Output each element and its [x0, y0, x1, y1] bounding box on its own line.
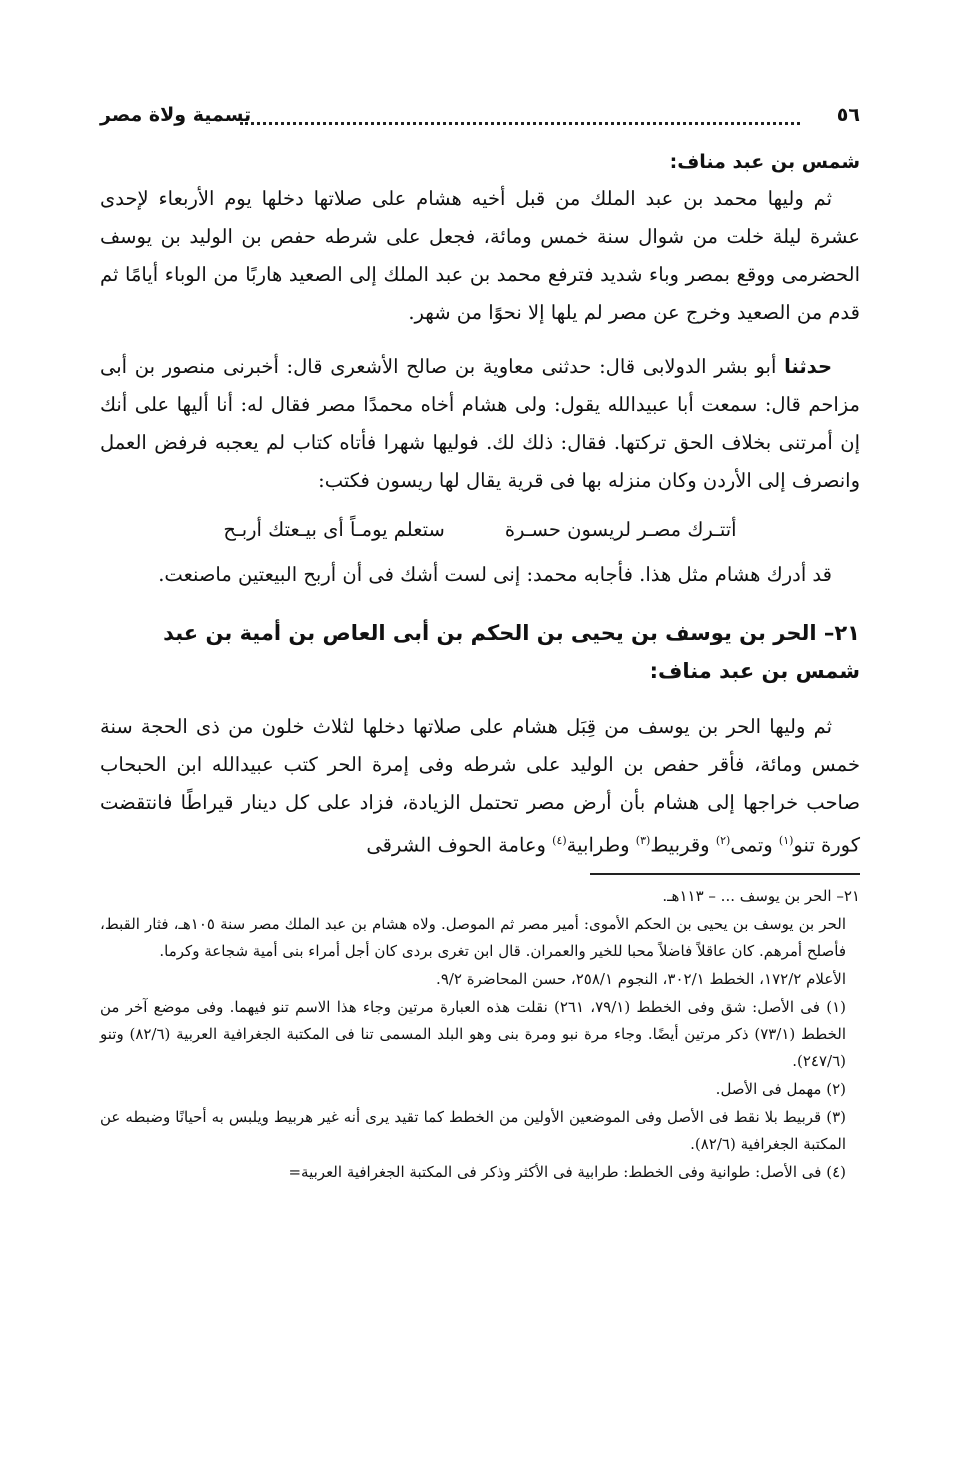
page-number: ٥٦	[836, 104, 860, 126]
paragraph-4-text-5: وعامة الحوف الشرقى	[366, 833, 553, 857]
footnote-1: (١) فى الأصل: شق وفى الخطط (٧٩/١، ٢٦١) نقلت هذه العبارة مرتين وجاء هذا الاسم تنو فيهما. وفى موضع آخر من الخطط (٧٣/١) ذكر مرتين أيضًا. وجاء مرة نبو ومرة بنى وهو البلد المسمى تنا فى المكتبة الجغرافية العربية (٨٢/٦) وتنو (٢٤٧/٦).	[100, 997, 846, 1070]
biography-heading: ٢١– الحر بن يوسف بن يحيى بن الحكم بن أبى العاص بن أمية بن عبد شمس بن عبد مناف:	[163, 621, 860, 683]
paragraph-1: ثم وليها محمد بن عبد الملك من قبل أخيه هشام على صلاتها دخلها يوم الأربعاء لإحدى عشرة ليلة خلت من شوال سنة خمس ومائة، فجعل على شرطه حفص بن الوليد بن يوسف الحضرمى ووقع بمصر وباء شديد فترفع محمد بن عبد الملك إلى الصعيد هاربًا من الوباء أيامًا ثم قدم من الصعيد وخرج عن مصر لم يلها إلا نحوًا من شهر.	[100, 187, 860, 324]
footnote-marker-3: (٣)	[635, 834, 651, 847]
verse-hemistich-2: ستعلم يومـاً أى بيـعتك أربـح	[223, 518, 445, 541]
verse-hemistich-1: أتتـرك مصـر لريسون حسـرة	[504, 518, 737, 541]
footnote-marker-2: (٢)	[715, 834, 731, 847]
section-heading: شمس بن عبد مناف:	[669, 151, 860, 173]
paragraph-4-text-4: وطرابية	[566, 833, 636, 857]
footnote-marker-4: (٤)	[552, 834, 567, 847]
footnote-4: (٤) فى الأصل: طوانية وفى الخطط: طرابية فى الأكثر وذكر فى المكتبة الجغرافية العربية=	[288, 1162, 846, 1181]
footnotes	[100, 883, 860, 1186]
footnote-marker-1: (١)	[778, 834, 794, 847]
paragraph-lead-word: حدثنا	[784, 355, 832, 378]
footnote-2: (٢) مهمل فى الأصل.	[715, 1079, 846, 1098]
poetry-verse	[100, 510, 860, 550]
book-page	[100, 96, 860, 1187]
footnote-bio-text: الحر بن يوسف بن يحيى بن الحكم الأموى: أمير مصر ثم الموصل. ولاه هشام بن عبد الملك مصر سنة ١٠٥هـ، فثار القبط، فأصلح أمرهم. كان عاقلاً فاضلاً محبا للخير والعمران. قال ابن تغرى بردى كان أجل أمراء بنى أمية شجاعة وكرما.	[100, 914, 846, 960]
footnote-bio-sources: الأعلام ١٧٢/٢، الخطط ٣٠٢/١، النجوم ٢٥٨/١، حسن المحاضرة ٩/٢.	[436, 969, 846, 988]
running-title: تسمية ولاة مصر	[100, 104, 252, 126]
page-header	[100, 96, 860, 136]
paragraph-4-text-2: وتمى	[730, 833, 779, 857]
paragraph-3: قد أدرك هشام مثل هذا. فأجابه محمد: إنى لست أشك فى أن أربح البيعتين ماصنعت.	[158, 563, 832, 586]
footnote-3: (٣) قربيط بلا نقط فى الأصل وفى الموضعين الأولين من الخطط كما تقيد يرى أنه غير هربيط ويلبس به أحيانًا وضبطه عن المكتبة الجغرافية (٨٢/٦).	[100, 1107, 846, 1153]
paragraph-2-text: أبو بشر الدولابى قال: حدثنى معاوية بن صالح الأشعرى قال: أخبرنى منصور بن أبى مزاحم قال: سمعت أبا عبيدالله يقول: ولى هشام أخاه محمدًا مصر فقال له: أنا أليها على أنك إن أمرتنى بخلاف الحق تركتها. فقال: ذلك لك. فوليها شهرا فأتاه كتاب لم يعجبه فرفض العمل وانصرف إلى الأردن وكان منزله بها فى قرية يقال لها ريسون فكتب:	[100, 355, 860, 492]
paragraph-4-text: ثم وليها الحر بن يوسف من قِبَل هشام على صلاتها دخلها لثلاث خلون من ذى الحجة سنة خمس ومائة، فأقر حفص بن الوليد على شرطه وفى إمرة الحر كتب عبيدالله ابن الحبحاب صاحب خراجها إلى هشام بأن أرض مصر تحتمل الزيادة، فزاد على كل دينار قيراطًا فانتقضت كورة تنو	[100, 715, 860, 857]
paragraph-4	[100, 708, 860, 865]
footnote-bio-header: ٢١– الحر بن يوسف ... – ١١٣هـ.	[662, 886, 860, 905]
paragraph-2	[100, 348, 860, 500]
paragraph-4-text-3: وقربيط	[650, 833, 716, 857]
dotted-leader	[240, 122, 800, 125]
footnote-divider	[590, 873, 860, 875]
